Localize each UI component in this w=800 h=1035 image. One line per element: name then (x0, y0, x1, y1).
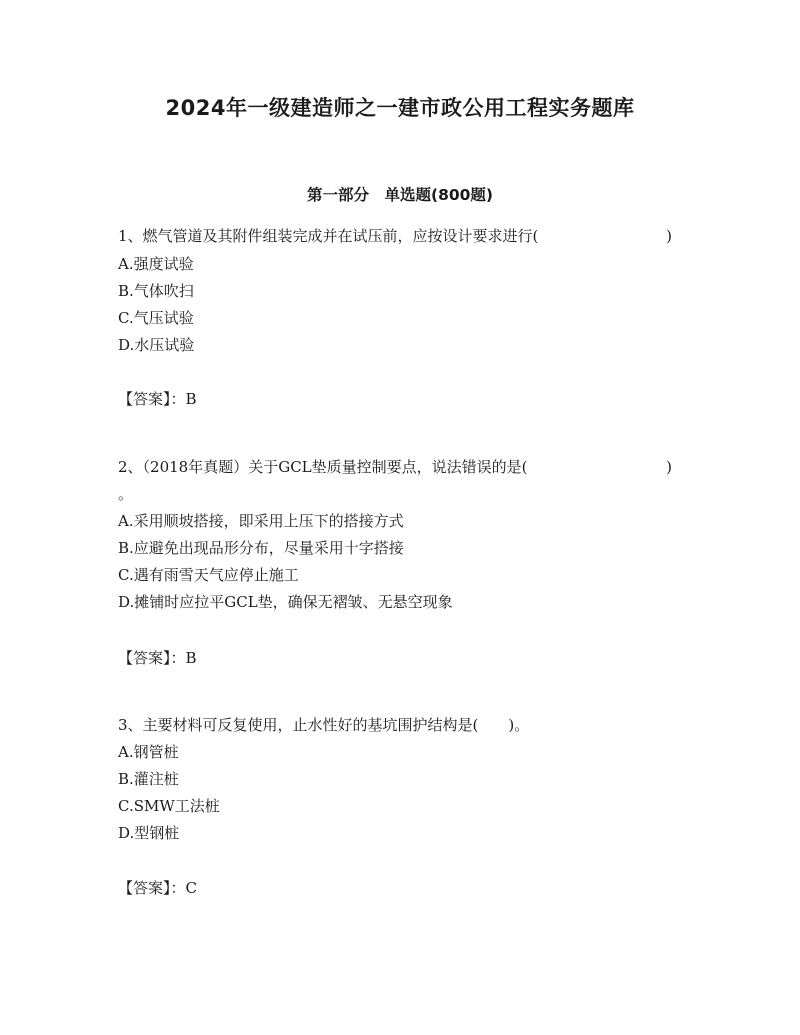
question-1-answer: 【答案】：B (118, 390, 197, 408)
question-2-answer: 【答案】：B (118, 649, 197, 667)
question-2-stem-end: ) (666, 458, 672, 476)
question-2-stem-text: 2、（2018年真题）关于GCL垫质量控制要点，说法错误的是( (118, 458, 528, 476)
question-3-option-c: C.SMW工法桩 (118, 797, 220, 815)
document-title: 2024年一级建造师之一建市政公用工程实务题库 (165, 96, 635, 120)
question-1-stem-end: ) (666, 227, 672, 245)
question-2-option-c: C.遇有雨雪天气应停止施工 (118, 566, 299, 584)
question-2-option-a: A.采用顺坡搭接，即采用上压下的搭接方式 (118, 512, 404, 530)
question-3-stem: 3、主要材料可反复使用，止水性好的基坑围护结构是( )。 (118, 716, 530, 734)
question-3-answer: 【答案】：C (118, 879, 197, 897)
question-2-stem (118, 457, 672, 477)
question-2-option-b: B.应避免出现品形分布，尽量采用十字搭接 (118, 539, 404, 557)
question-3-option-a: A.钢管桩 (118, 743, 179, 761)
question-3-option-d: D.型钢桩 (118, 824, 180, 842)
question-1-stem-text: 1、燃气管道及其附件组装完成并在试压前，应按设计要求进行( (118, 227, 539, 245)
question-1-option-b: B.气体吹扫 (118, 282, 194, 300)
question-2-stem-continuation: 。 (118, 485, 134, 503)
question-1-option-c: C.气压试验 (118, 309, 194, 327)
question-1-option-a: A.强度试验 (118, 255, 194, 273)
section-heading: 第一部分 单选题(800题) (306, 186, 494, 204)
question-1-option-d: D.水压试验 (118, 336, 195, 354)
question-3-option-b: B.灌注桩 (118, 770, 179, 788)
question-2-option-d: D.摊铺时应拉平GCL垫，确保无褶皱、无悬空现象 (118, 593, 453, 611)
question-1-stem (118, 226, 672, 246)
